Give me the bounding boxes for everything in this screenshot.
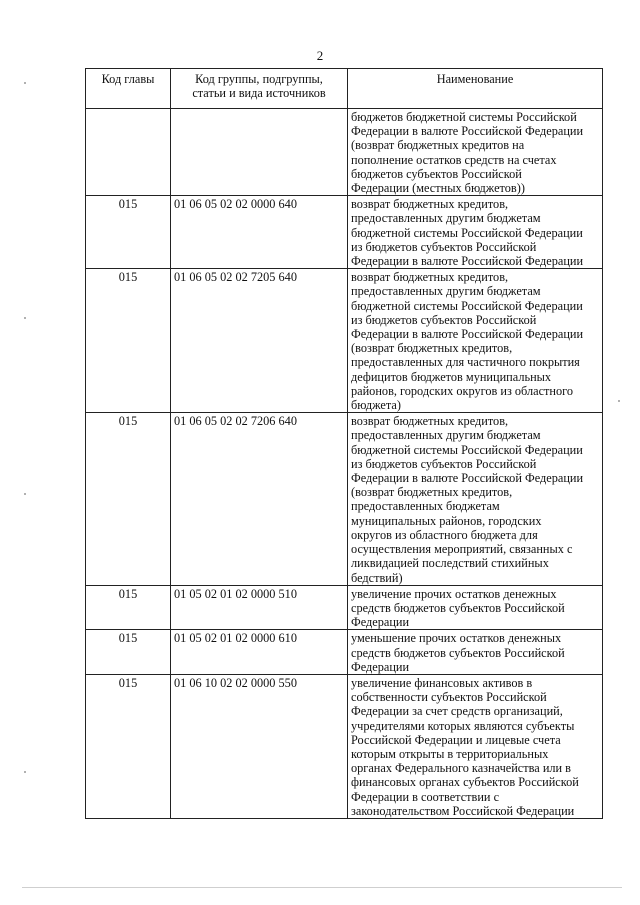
chapter-code-cell: 015 [86,674,171,818]
scan-speck [24,82,26,84]
chapter-code-cell: 015 [86,585,171,630]
scan-speck [24,317,26,319]
chapter-code-cell [86,109,171,196]
scan-edge-line [22,887,622,888]
source-name-cell: возврат бюджетных кредитов, предоставленных другим бюджетам бюджетной системы Российской Федерации из бюджетов субъектов Российской Федерации в валюте Российской Федерации (возврат бюджетных кредитов, предоставленных бюджетам муниципальных районов, городских округов из областного бюджета для осуществления мероприятий, связанных с ликвидацией последствий стихийных бедствий) [348,413,603,585]
source-code-cell: 01 06 05 02 02 7205 640 [171,269,348,413]
table-row [86,269,603,413]
chapter-code-cell: 015 [86,269,171,413]
scan-speck [24,493,26,495]
sources-table [85,68,603,819]
table-row [86,196,603,269]
source-name-cell: бюджетов бюджетной системы Российской Федерации в валюте Российской Федерации (возврат бюджетных кредитов на пополнение остатков средств на счетах бюджетов субъектов Российской Федерации (местных бюджетов)) [348,109,603,196]
chapter-code-cell: 015 [86,413,171,585]
source-code-cell: 01 05 02 01 02 0000 610 [171,630,348,675]
source-name-cell: возврат бюджетных кредитов, предоставленных другим бюджетам бюджетной системы Российской Федерации из бюджетов субъектов Российской Федерации в валюте Российской Федерации (возврат бюджетных кредитов, предоставленных для частичного покрытия дефицитов бюджетов муниципальных районов, городских округов из областного бюджета) [348,269,603,413]
page-number: 2 [316,48,324,63]
scan-speck [24,771,26,773]
chapter-code-cell: 015 [86,196,171,269]
source-name-cell: увеличение финансовых активов в собственности субъектов Российской Федерации за счет средств организаций, учредителями которых являются субъекты Российской Федерации и лицевые счета которым открыты в территориальных органах Федерального казначейства или в финансовых органах субъектов Российской Федерации в соответствии с законодательством Российской Федерации [348,674,603,818]
source-code-cell [171,109,348,196]
header-chapter-code: Код главы [86,69,171,109]
table-row [86,413,603,585]
source-name-cell: возврат бюджетных кредитов, предоставленных другим бюджетам бюджетной системы Российской Федерации из бюджетов субъектов Российской Федерации в валюте Российской Федерации [348,196,603,269]
source-code-cell: 01 06 05 02 02 7206 640 [171,413,348,585]
scan-speck [618,400,620,402]
source-code-cell: 01 06 10 02 02 0000 550 [171,674,348,818]
source-name-cell: увеличение прочих остатков денежных средств бюджетов субъектов Российской Федерации [348,585,603,630]
table-row [86,585,603,630]
header-name: Наименование [348,69,603,109]
header-group-code: Код группы, подгруппы, статьи и вида источников [171,69,348,109]
source-name-cell: уменьшение прочих остатков денежных средств бюджетов субъектов Российской Федерации [348,630,603,675]
table-header-row [86,69,603,109]
chapter-code-cell: 015 [86,630,171,675]
table-row [86,109,603,196]
table-row [86,630,603,675]
source-code-cell: 01 06 05 02 02 0000 640 [171,196,348,269]
table-row [86,674,603,818]
source-code-cell: 01 05 02 01 02 0000 510 [171,585,348,630]
